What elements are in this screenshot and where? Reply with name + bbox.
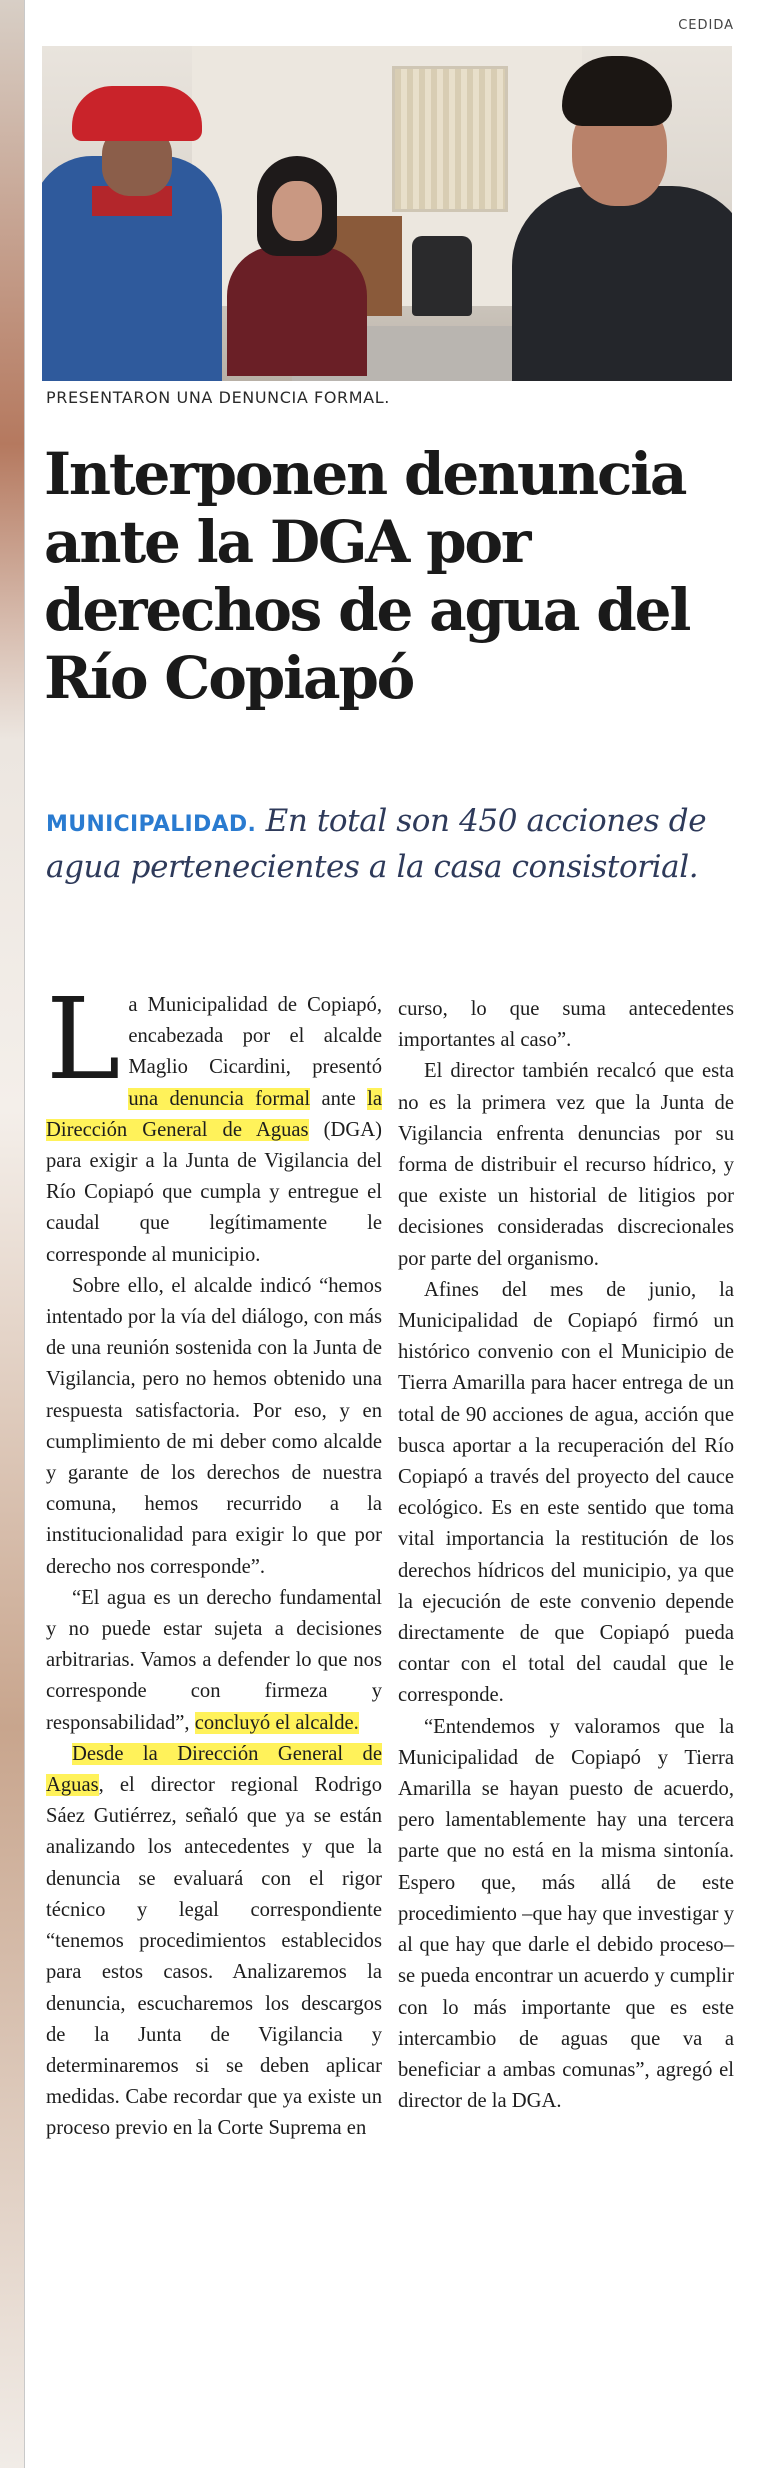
photo-caption: PRESENTARON UNA DENUNCIA FORMAL.: [46, 388, 390, 407]
lead-paragraph: [46, 800, 736, 888]
paragraph-8: “Entendemos y valoramos que la Municipalidad de Copiapó y Tierra Amarilla se hayan puesto de acuerdo, pero lamentablemente hay una tercera parte que no está en la misma sintonía. Espero que, más allá de este procedimiento –que hay que investigar y al que hay que darle el debido proceso– se pueda encontrar un acuerdo y cumplir con lo más importante que es este intercambio de aguas que va a beneficiar a ambas comunas”, agregó el director de la DGA.: [398, 1715, 734, 2113]
paragraph-6: El director también recalcó que esta no es la primera vez que la Junta de Vigilancia enfrenta denuncias por su forma de distribuir el recurso hídrico, y que existe un historial de litigios por decisiones consideradas discrecionales por parte del organismo.: [398, 1060, 734, 1270]
body-column-right: [398, 994, 734, 2117]
highlight: Desde la Dirección General de Aguas: [46, 1742, 382, 1797]
person-red-hat: [42, 86, 232, 381]
article-photo: [42, 46, 732, 381]
column-rule: [24, 0, 25, 2468]
highlight: la Dirección General de Aguas: [46, 1087, 382, 1141]
paragraph-3: “El agua es un derecho fundamental y no puede estar sujeta a decisiones arbitrarias. Vamos a defender lo que nos corresponde con firmeza y responsabilidad”, concluyó el alcalde.: [46, 1586, 382, 1734]
highlight: concluyó el alcalde.: [194, 1711, 359, 1734]
person-clerk: [227, 156, 367, 376]
window-blinds: [392, 66, 508, 212]
paragraph-7: Afines del mes de junio, la Municipalidad de Copiapó firmó un histórico convenio con el Municipio de Tierra Amarilla para hacer entrega de un total de 90 acciones de agua, acción que busca aportar a la recuperación del Río Copiapó a través del proyecto del cauce ecológico. Es en este sentido que toma vital importancia la restitución de los derechos hídricos del municipio, ya que la ejecución de este convenio depende directamente de que Copiapó pueda contar con el total del caudal que le corresponde.: [398, 1278, 734, 1707]
adjacent-page-edge: [0, 0, 24, 2468]
office-chair: [412, 236, 472, 316]
paragraph-2: Sobre ello, el alcalde indicó “hemos intentado por la vía del diálogo, con más de una reunión sostenida con la Junta de Vigilancia, pero no hemos obtenido una respuesta satisfactoria. Por eso, y en cumplimiento de mi deber como alcalde y garante de los derechos de nuestra comuna, hemos recurrido a la institucionalidad para exigir lo que por derecho nos corresponde”.: [46, 1274, 382, 1578]
drop-cap: L: [46, 975, 121, 1105]
lead-text: En total son 450 acciones de agua pertenecientes a la casa consistorial.: [46, 803, 707, 885]
photo-credit: CEDIDA: [678, 18, 734, 33]
lead-kicker: MUNICIPALIDAD.: [46, 812, 257, 837]
paragraph-1: La Municipalidad de Copiapó, encabezada por el alcalde Maglio Cicardini, presentó una denuncia formal ante la Dirección General de Aguas (DGA) para exigir a la Junta de Vigilancia del Río Copiapó que cumpla y entregue el caudal que legítimamente le corresponde al municipio.: [46, 975, 382, 1266]
paragraph-5: curso, lo que suma antecedentes importantes al caso”.: [398, 998, 734, 1052]
person-bearded-man: [512, 56, 732, 381]
paragraph-4: Desde la Dirección General de Aguas, el director regional Rodrigo Sáez Gutiérrez, señaló que ya se están analizando los antecedentes y que la denuncia se evaluará con el rigor técnico y legal correspondiente “tenemos procedimientos establecidos para estos casos. Analizaremos la denuncia, escucharemos los descargos de la Junta de Vigilancia y determinaremos si se deben aplicar medidas. Cabe recordar que ya existe un proceso previo en la Corte Suprema en: [46, 1742, 382, 2140]
headline: Interponen denuncia ante la DGA por derechos de agua del Río Copiapó: [44, 440, 690, 712]
body-column-left: [46, 975, 382, 2145]
highlight: una denuncia formal: [128, 1087, 311, 1110]
